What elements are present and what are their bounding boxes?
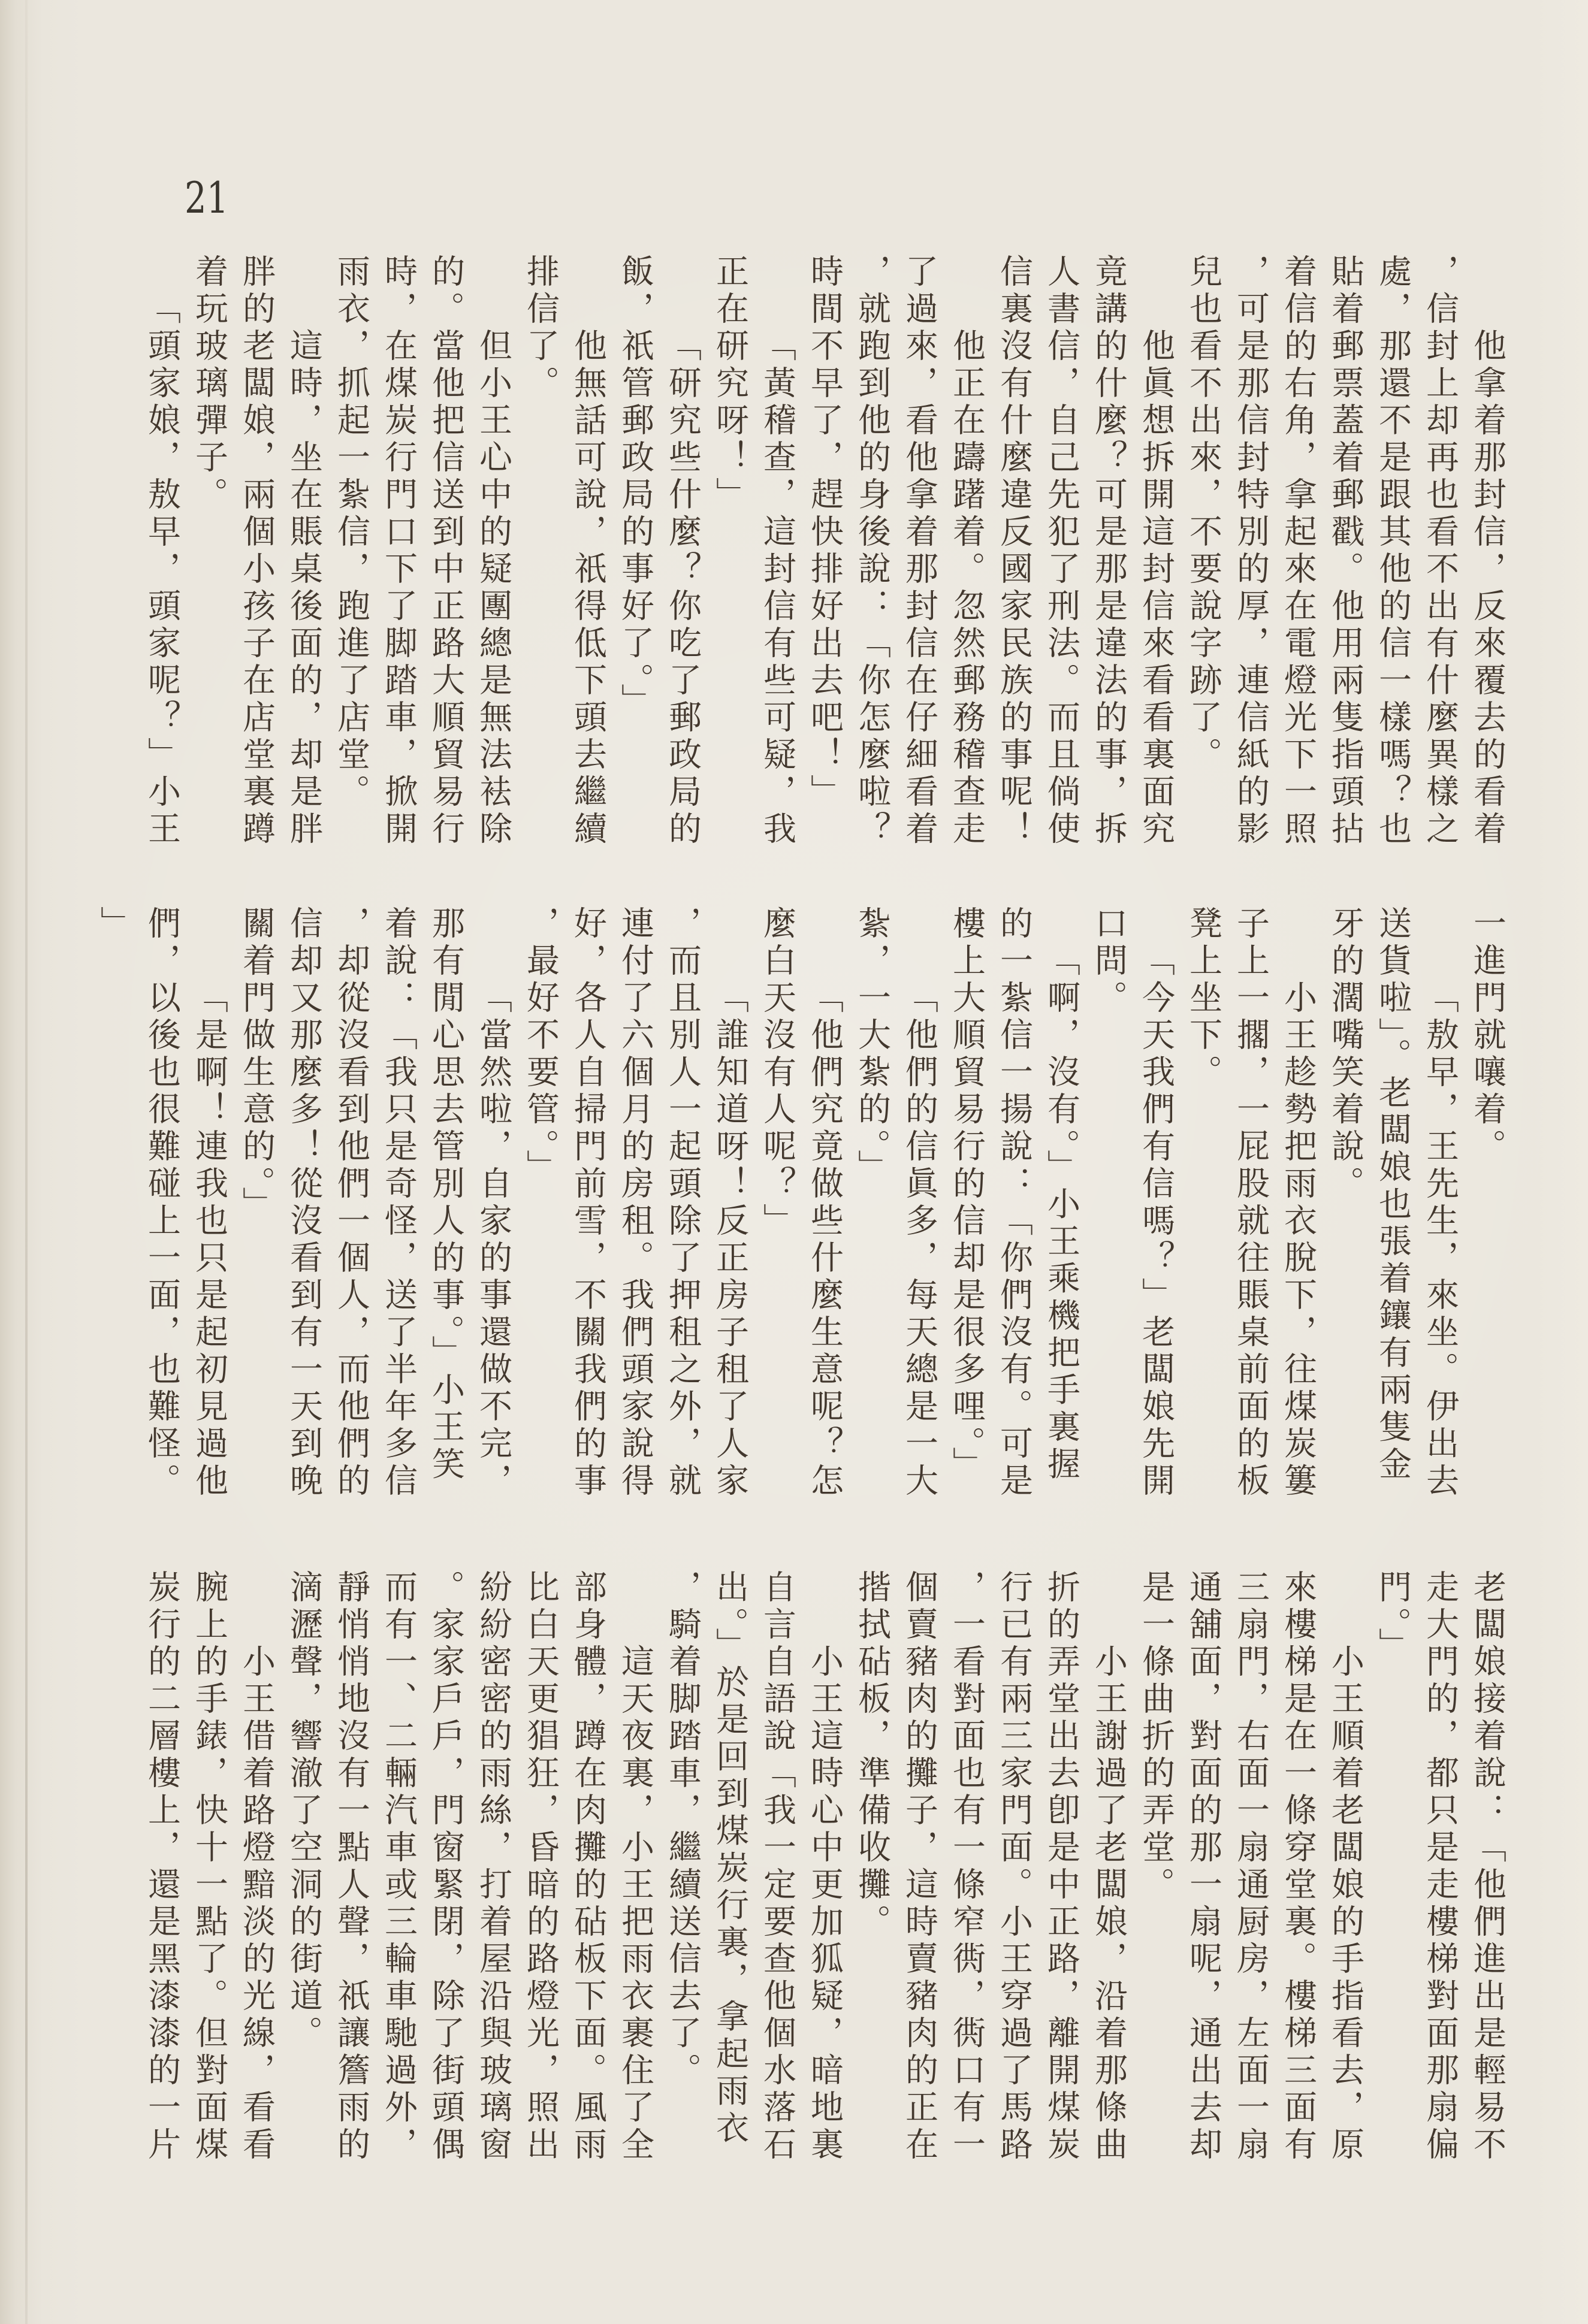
- paragraph: 小王趁勢把雨衣脫下，往煤炭簍子上一擱，一屁股就往賬桌前面的板凳上坐下。: [1184, 906, 1317, 1500]
- paragraph: 「頭家娘，敖早，頭家呢？」小王: [143, 291, 181, 848]
- paragraph: 他無話可說，祇得低下頭去繼續排信了。: [521, 254, 607, 848]
- paragraph: 這時，坐在賬桌後面的，却是胖胖的老闆娘，兩個小孩子在店堂裏蹲着玩玻璃彈子。: [190, 254, 323, 848]
- paragraph: 老闆娘接着說：「他們進出是輕易不走大門的，都只是走樓梯對面那扇偏門。」: [1373, 1570, 1507, 2164]
- paragraph: 「他們的信眞多，每天總是一大紮，一大紮的。」: [853, 906, 938, 1500]
- paragraph: 他正在躊躇着。忽然郵務稽查走了過來，看他拿着那封信在仔細看着，就跑到他的身後說：「你怎麼啦？時間不早了，趕快排好出去吧！」: [805, 254, 986, 848]
- paragraph: 「當然啦，自家的事還做不完，那有閒心思去管別人的事。」小王笑着說：「我只是奇怪，送了半年多信，却從沒看到他們一個人，而他們的信却又那麼多！從沒看到有一天到晚關着門做生意的。」: [237, 906, 512, 1500]
- paragraph: 「敖早，王先生，來坐。伊出去送貨啦」。老闆娘也張着鑲有兩隻金牙的濶嘴笑着說。: [1326, 906, 1459, 1500]
- paragraph: 「今天我們有信嗎？」老闆娘先開口問。: [1089, 906, 1175, 1500]
- paragraph: 「研究些什麼？你吃了郵政局的飯，祇管郵政局的事好了。」: [616, 254, 702, 848]
- paragraph: 小王順着老闆娘的手指看去，原來樓梯是在一條穿堂裏。樓梯三面有三扇門，右面一扇通厨房，左面一扇通舖面，對面的那一扇呢，通出去却是一條曲折的弄堂。: [1137, 1570, 1364, 2164]
- paragraph: 「啊，沒有。」小王乘機把手裏握的一紮信一揚說：「你們沒有。可是樓上大順貿易行的信却是很多哩。」: [947, 906, 1080, 1500]
- text-band-middle: [95, 906, 1511, 1503]
- paragraph: 他拿着那封信，反來覆去的看着，信封上却再也看不出有什麼異樣之處，那還不是跟其他的信一樣嗎？也貼着郵票蓋着郵戳。他用兩隻指頭拈着信的右角，拿起來在電燈光下一照，可是那信封特別的厚，連信紙的影兒也看不出來，不要說字跡了。: [1184, 254, 1507, 848]
- paragraph: 「黃稽查，這封信有些可疑，我正在研究呀！」: [711, 254, 796, 848]
- text-band-bottom: [138, 1570, 1511, 2166]
- page-number: 21: [185, 173, 229, 223]
- paragraph: 「誰知道呀！反正房子租了人家，而且別人一起頭除了押租之外，就連付了六個月的房租。我們頭家說得好，各人自掃門前雪，不關我們的事，最好不要管。」: [521, 906, 749, 1500]
- paragraph: 他眞想拆開這封信來看看裏面究竟講的什麼？可是那是違法的事，拆人書信，自己先犯了刑法。而且倘使信裏沒有什麼違反國家民族的事呢！: [995, 254, 1175, 848]
- paragraph: 小王謝過了老闆娘，沿着那條曲折的弄堂出去卽是中正路，離開煤炭行已有兩三家門面。小王穿過了馬路，一看對面也有一條窄衖，衖口有一個賣豬肉的攤子，這時賣豬肉的正在揩拭砧板，準備收攤。: [853, 1570, 1128, 2164]
- paragraph: 一進門就嚷着。: [1468, 906, 1507, 1166]
- paragraph: 這天夜裏，小王把雨衣裹住了全部身體，蹲在肉攤的砧板下面。風雨比白天更猖狂，昏暗的路燈光，照出紛紛密密的雨絲，打着屋沿與玻璃窗。家家戶戶，門窗緊閉，除了街頭偶而有一、二輛汽車或三輪車馳過外，靜悄悄地沒有一點人聲，祇讓簷雨的滴瀝聲，響澈了空洞的街道。: [285, 1570, 654, 2164]
- paragraph: 「是啊！連我也只是起初見過他們，以後也很難碰上一面，也難怪。」: [95, 906, 228, 1500]
- text-band-top: [138, 254, 1511, 851]
- binding-edge: [25, 0, 28, 2324]
- paragraph: 但小王心中的疑團總是無法袪除的。當他把信送到中正路大順貿易行時，在煤炭行門口下了脚踏車，掀開雨衣，抓起一紮信，跑進了店堂。: [332, 254, 512, 848]
- paragraph: 「他們究竟做些什麼生意呢？怎麼白天沒有人呢？」: [758, 906, 844, 1500]
- paragraph: 小王借着路燈黯淡的光線，看看腕上的手錶，快十一點了。但對面煤炭行的二層樓上，還是黑漆漆的一片: [143, 1570, 276, 2164]
- paragraph: 小王這時心中更加狐疑，暗地裏自言自語說「我一定要查他個水落石出。」於是回到煤炭行裏，拿起雨衣，騎着脚踏車，繼續送信去了。: [663, 1570, 844, 2164]
